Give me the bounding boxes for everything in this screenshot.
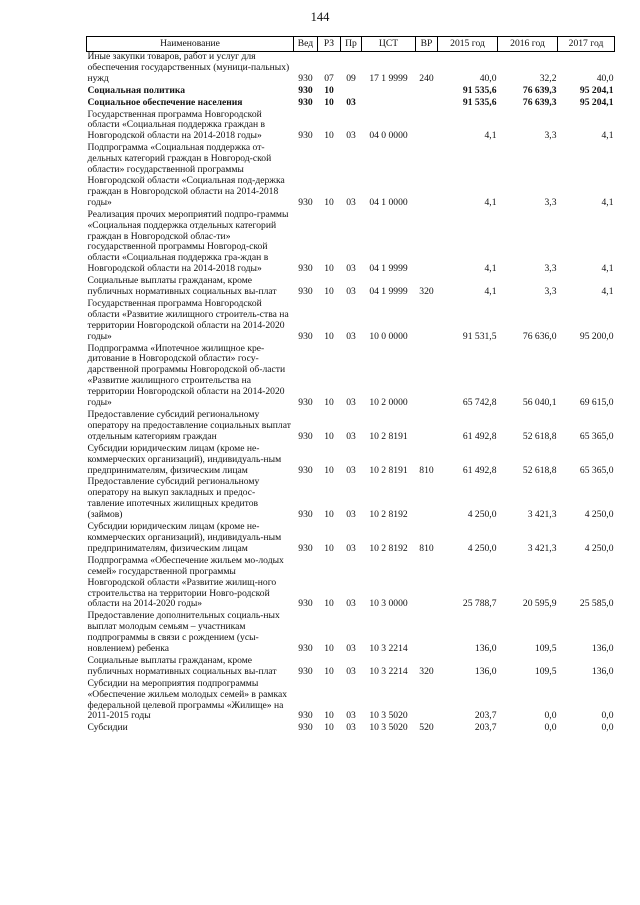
- row-ved: 930: [298, 84, 313, 96]
- row-ved: 930: [298, 196, 313, 208]
- table-row: [87, 410, 615, 444]
- row-vr: 320: [419, 286, 434, 298]
- row-pr: 03: [346, 665, 356, 677]
- row-cst: 10 2 8191: [369, 464, 408, 476]
- row-rz: 10: [324, 196, 334, 208]
- row-rz: 10: [324, 598, 334, 610]
- row-2015: 40,0: [479, 72, 497, 84]
- row-name: Субсидии: [87, 722, 128, 734]
- header-cst: ЦСТ: [362, 37, 416, 52]
- row-pr: 03: [346, 397, 356, 409]
- header-2016: 2016 год: [498, 37, 558, 52]
- table-row: [87, 299, 615, 344]
- row-pr: 03: [346, 330, 356, 342]
- header-ved: Вед: [294, 37, 318, 52]
- table-row: [87, 723, 615, 735]
- row-pr: 09: [346, 72, 356, 84]
- row-2016: 3,3: [544, 263, 557, 275]
- row-rz: 10: [324, 643, 334, 655]
- row-cst: 10 2 8192: [369, 542, 408, 554]
- row-ved: 930: [298, 72, 313, 84]
- row-name: Субсидии юридическим лицам (кроме не-коммерческих организаций), индивидуаль-ным предпринимателям, физическим лицам: [87, 521, 282, 554]
- page-number: 144: [310, 10, 330, 24]
- row-name: Предоставление дополнительных социаль-ных выплат молодым семьям – участникам подпрограммы в связи с рождением (усы-новлением) ребенка: [87, 610, 280, 655]
- row-2015: 4 250,0: [467, 542, 497, 554]
- row-2017: 40,0: [596, 72, 614, 84]
- row-pr: 03: [346, 286, 356, 298]
- row-2015: 4 250,0: [467, 509, 497, 521]
- row-name: Иные закупки товаров, работ и услуг для обеспечения государственных (муници-пальных) нужд: [87, 51, 290, 84]
- header-pr: Пр: [341, 37, 362, 52]
- row-name: Государственная программа Новгородской области «Развитие жилищного строитель-ства на территории Новгородской области на 2014-2020 годы»: [87, 297, 289, 342]
- row-2017: 95 204,1: [579, 96, 614, 108]
- row-2015: 91 535,6: [462, 84, 497, 96]
- row-2015: 61 492,8: [462, 430, 497, 442]
- row-name: Социальное обеспечение населения: [87, 96, 243, 108]
- row-cst: 10 2 8192: [369, 509, 408, 521]
- row-2016: 3,3: [544, 286, 557, 298]
- table-row: [87, 86, 615, 98]
- row-2017: 65 365,0: [579, 464, 614, 476]
- row-rz: 10: [324, 96, 334, 108]
- row-ved: 930: [298, 330, 313, 342]
- row-cst: 10 3 5020: [369, 710, 408, 722]
- row-2015: 136,0: [474, 643, 497, 655]
- row-ved: 930: [298, 96, 313, 108]
- budget-table: [86, 36, 615, 735]
- row-2016: 3 421,3: [527, 509, 557, 521]
- row-vr: [416, 210, 438, 276]
- row-rz: 10: [324, 722, 334, 734]
- row-2015: 203,7: [474, 722, 497, 734]
- table-row: [87, 611, 615, 656]
- row-2017: 4,1: [601, 196, 614, 208]
- table-row: [87, 656, 615, 679]
- row-2015: 91 531,5: [462, 330, 497, 342]
- row-2017: 4 250,0: [584, 542, 614, 554]
- header-2017: 2017 год: [558, 37, 615, 52]
- row-ved: 930: [298, 430, 313, 442]
- row-2016: 52 618,8: [522, 430, 557, 442]
- row-2017: 0,0: [601, 710, 614, 722]
- row-2017: 4 250,0: [584, 509, 614, 521]
- row-pr: 03: [346, 643, 356, 655]
- row-pr: 03: [346, 710, 356, 722]
- row-vr: [416, 86, 438, 98]
- row-rz: 10: [324, 330, 334, 342]
- row-name: Социальная политика: [87, 84, 186, 96]
- row-ved: 930: [298, 643, 313, 655]
- row-pr: 03: [346, 263, 356, 275]
- table-row: [87, 679, 615, 724]
- row-2017: 136,0: [591, 643, 614, 655]
- row-2016: 3 421,3: [527, 542, 557, 554]
- row-rz: 07: [324, 72, 334, 84]
- row-pr: 03: [346, 430, 356, 442]
- row-pr: 03: [346, 598, 356, 610]
- table-row: [87, 522, 615, 556]
- row-rz: 10: [324, 263, 334, 275]
- row-rz: 10: [324, 665, 334, 677]
- row-cst: [362, 86, 416, 98]
- row-2017: 136,0: [591, 665, 614, 677]
- row-name: Подпрограмма «Ипотечное жилищное кре-дитование в Новгородской области» госу-дарственной программы Новгородской об-ласти «Развитие жилищного строительства на территории Новгородской области на 2014-2020 годы»: [87, 342, 286, 409]
- row-2016: 76 639,3: [522, 96, 557, 108]
- row-rz: 10: [324, 130, 334, 142]
- row-pr: 03: [346, 722, 356, 734]
- row-cst: 04 0 0000: [369, 130, 408, 142]
- row-pr: 03: [346, 464, 356, 476]
- row-ved: 930: [298, 722, 313, 734]
- row-vr: [416, 299, 438, 344]
- row-rz: 10: [324, 397, 334, 409]
- row-name: Подпрограмма «Социальная поддержка от-дельных категорий граждан в Новгород-ской области» государственной программы Новгородской области «Социальная под-держка граждан в Новгородской области на 2014-2018 годы»: [87, 142, 285, 208]
- row-2016: 52 618,8: [522, 464, 557, 476]
- row-ved: 930: [298, 397, 313, 409]
- row-vr: 320: [419, 665, 434, 677]
- row-ved: 930: [298, 509, 313, 521]
- table-body: [87, 52, 615, 736]
- row-ved: 930: [298, 464, 313, 476]
- table-row: [87, 276, 615, 299]
- row-2017: 69 615,0: [579, 397, 614, 409]
- row-ved: 930: [298, 710, 313, 722]
- row-name: Государственная программа Новгородской области «Социальная поддержка граждан в Новгородской области на 2014-2018 годы»: [87, 108, 266, 142]
- table-row: [87, 52, 615, 86]
- row-rz: 10: [324, 430, 334, 442]
- table-header: [87, 37, 615, 52]
- row-pr: 03: [346, 130, 356, 142]
- row-name: Социальные выплаты гражданам, кроме публичных нормативных социальных вы-плат: [87, 654, 277, 677]
- row-ved: 930: [298, 286, 313, 298]
- row-cst: 10 3 5020: [369, 722, 408, 734]
- row-ved: 930: [298, 130, 313, 142]
- row-rz: 10: [324, 286, 334, 298]
- row-2015: 25 788,7: [462, 598, 497, 610]
- row-name: Реализация прочих мероприятий подпро-граммы «Социальная поддержка отдельных категорий граждан в Новгородской облас-ти» государственной программы Новгород-ской области «Социальная поддержка гра-ждан в Новгородской области на 2014-2018 годы»: [87, 208, 289, 275]
- header-name: Наименование: [87, 37, 294, 52]
- row-cst: 10 3 2214: [369, 665, 408, 677]
- row-vr: [416, 477, 438, 522]
- row-name: Субсидии на мероприятия подпрограммы «Обеспечение жильем молодых семей» в рамках федеральной целевой программы «Жилище» на 2011-2015 годы: [87, 677, 288, 722]
- row-vr: 810: [419, 464, 434, 476]
- row-rz: 10: [324, 542, 334, 554]
- row-2016: 0,0: [544, 722, 557, 734]
- header-vr: ВР: [416, 37, 438, 52]
- row-vr: [416, 143, 438, 209]
- row-2015: 61 492,8: [462, 464, 497, 476]
- row-cst: 10 3 0000: [369, 598, 408, 610]
- row-cst: [362, 98, 416, 110]
- row-cst: 10 2 8191: [369, 430, 408, 442]
- row-cst: 04 1 9999: [369, 263, 408, 275]
- row-2015: 203,7: [474, 710, 497, 722]
- row-name: Субсидии юридическим лицам (кроме не-коммерческих организаций), индивидуаль-ным предпринимателям, физическим лицам: [87, 442, 282, 476]
- table-row: [87, 556, 615, 612]
- row-2016: 76 639,3: [522, 84, 557, 96]
- row-vr: [416, 556, 438, 612]
- row-pr: [341, 86, 362, 98]
- row-2015: 4,1: [484, 263, 497, 275]
- row-vr: 810: [419, 542, 434, 554]
- row-cst: 10 0 0000: [369, 330, 408, 342]
- row-vr: [416, 611, 438, 656]
- row-2017: 95 200,0: [579, 330, 614, 342]
- table-row: [87, 210, 615, 276]
- row-2016: 0,0: [544, 710, 557, 722]
- row-2015: 136,0: [474, 665, 497, 677]
- row-2017: 4,1: [601, 130, 614, 142]
- row-2016: 56 040,1: [522, 397, 557, 409]
- row-name: Подпрограмма «Обеспечение жильем мо-лодых семей» государственной программы Новгородской области «Развитие жилищ-ного строительства на территории Новго-родской области на 2014-2020 годы»: [87, 554, 284, 610]
- row-2016: 3,3: [544, 130, 557, 142]
- row-pr: 03: [346, 196, 356, 208]
- row-2015: 4,1: [484, 196, 497, 208]
- table-row: [87, 98, 615, 110]
- row-rz: 10: [324, 710, 334, 722]
- table-row: [87, 477, 615, 522]
- table-row: [87, 344, 615, 410]
- row-cst: 04 1 0000: [369, 196, 408, 208]
- row-2017: 0,0: [601, 722, 614, 734]
- header-rz: РЗ: [318, 37, 341, 52]
- row-cst: 17 1 9999: [369, 72, 408, 84]
- table-row: [87, 143, 615, 209]
- row-vr: [416, 98, 438, 110]
- row-2016: 109,5: [534, 665, 557, 677]
- row-name: Предоставление субсидий региональному оператору на предоставление социальных выплат отдельным категориям граждан: [87, 409, 291, 442]
- row-2017: 4,1: [601, 263, 614, 275]
- row-ved: 930: [298, 542, 313, 554]
- row-ved: 930: [298, 665, 313, 677]
- row-vr: [416, 344, 438, 410]
- row-2016: 3,3: [544, 196, 557, 208]
- row-pr: 03: [346, 509, 356, 521]
- row-2015: 91 535,6: [462, 96, 497, 108]
- table-row: [87, 444, 615, 478]
- row-name: Предоставление субсидий региональному оператору на выкуп закладных и предос-тавление ипотечных жилищных кредитов (займов): [87, 476, 260, 521]
- row-2016: 32,2: [539, 72, 557, 84]
- header-2015: 2015 год: [438, 37, 498, 52]
- row-vr: [416, 110, 438, 144]
- row-pr: 03: [346, 96, 356, 108]
- row-ved: 930: [298, 263, 313, 275]
- row-pr: 03: [346, 542, 356, 554]
- row-2016: 109,5: [534, 643, 557, 655]
- row-cst: 04 1 9999: [369, 286, 408, 298]
- row-2015: 4,1: [484, 130, 497, 142]
- row-vr: [416, 410, 438, 444]
- row-2015: 65 742,8: [462, 397, 497, 409]
- row-2015: 4,1: [484, 286, 497, 298]
- row-vr: [416, 679, 438, 724]
- row-rz: 10: [324, 464, 334, 476]
- row-cst: 10 2 0000: [369, 397, 408, 409]
- row-ved: 930: [298, 598, 313, 610]
- row-2017: 4,1: [601, 286, 614, 298]
- row-name: Социальные выплаты гражданам, кроме публичных нормативных социальных вы-плат: [87, 275, 277, 298]
- row-rz: 10: [324, 509, 334, 521]
- row-2016: 76 636,0: [522, 330, 557, 342]
- row-vr: 240: [419, 72, 434, 84]
- row-vr: 520: [419, 722, 434, 734]
- row-2017: 25 585,0: [579, 598, 614, 610]
- table-row: [87, 110, 615, 144]
- row-2016: 20 595,9: [522, 598, 557, 610]
- row-2017: 95 204,1: [579, 84, 614, 96]
- row-rz: 10: [324, 84, 334, 96]
- row-2017: 65 365,0: [579, 430, 614, 442]
- row-cst: 10 3 2214: [369, 643, 408, 655]
